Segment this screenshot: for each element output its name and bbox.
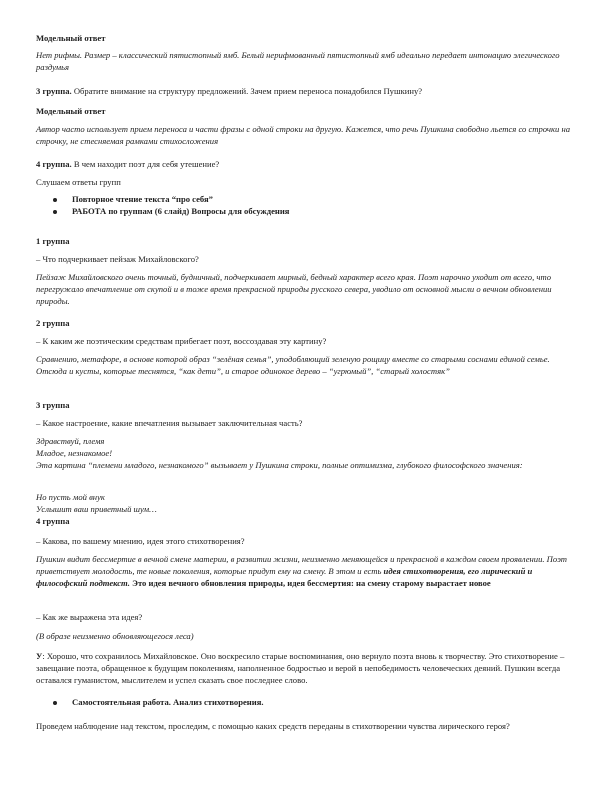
model-answer-heading: Модельный ответ <box>36 33 106 43</box>
list-item: Самостоятельная работа. Анализ стихотворения. <box>36 697 576 709</box>
group3-question-text: Обратите внимание на структуру предложений. Зачем прием переноса понадобился Пушкину? <box>71 86 423 96</box>
task-list <box>36 697 576 709</box>
bullet-icon <box>53 701 57 705</box>
listen-instruction: Слушаем ответы групп <box>36 177 121 187</box>
poem-quote: Но пусть мой внук Услышит ваш приветный шум… <box>36 492 157 514</box>
group3-answer: Эта картина “племени младого, незнакомого” вызывает у Пушкина строки, полные оптимизма, глубокого философского значения: <box>36 460 523 470</box>
teacher-label: У <box>36 651 43 661</box>
group3-question <box>36 86 576 98</box>
group4-question: – Какова, по вашему мнению, идея этого стихотворения? <box>36 536 245 546</box>
group3-question: – Какое настроение, какие впечатления вызывает заключительная часть? <box>36 418 303 428</box>
poem-quote: Здравствуй, племя Младое, незнакомое! <box>36 436 113 458</box>
group4-label: 4 группа. <box>36 159 72 169</box>
model-answer-text: Автор часто использует прием переноса и части фразы с одной строки на другую. Кажется, что речь Пушкина свободно льется со строчки на строчку, не стесняемая рамками стихосложения <box>36 124 571 146</box>
group3-title: 3 группа <box>36 400 70 410</box>
idea-question: – Как же выражена эта идея? <box>36 612 143 622</box>
model-answer-text: Нет рифмы. Размер – классический пятистопный ямб. Белый нерифмованный пятистопный ямб идеально передает интонацию элегического раздумья <box>36 50 560 72</box>
group1-question: – Что подчеркивает пейзаж Михайловского? <box>36 254 199 264</box>
bullet-icon <box>53 198 57 202</box>
list-item: Повторное чтение текста “про себя” <box>36 194 576 206</box>
teacher-remark: У: Хорошо, что сохранилось Михайловское. Оно воскресило старые воспоминания, оно вернуло поэта вновь к творчеству. Это стихотворение – завещание поэта, обращенное к будущим поколениям, наполненное бодростью и верой в непобедимость человеческих деяний. Пушкин всегда оставался гуманистом, мыслителем и успел сказать свое последнее слово. <box>36 651 565 685</box>
group4-question <box>36 159 576 171</box>
group2-answer: Сравнению, метафоре, в основе которой образ “зелёная семья”, уподобляющий зеленую рощицу вместе со старыми соснами единой семье. Отсюда и кусты, которые теснятся, “как дети”, и старое одинокое дерево – “угрюмый”, “старый холостяк” <box>36 354 550 376</box>
model-answer-heading: Модельный ответ <box>36 106 106 116</box>
idea-answer: (В образе неизменно обновляющегося леса) <box>36 631 194 641</box>
bullet-icon <box>53 210 57 214</box>
activity-list <box>36 194 576 218</box>
group4-question-text: В чем находит поэт для себя утешение? <box>71 159 220 169</box>
group1-answer: Пейзаж Михайловского очень точный, будничный, подчеркивает мирный, бедный характер всего края. Поэт нарочно уходит от всего, что перегружало впечатление от скупой и в тоже время прекрасной природы русского севера, уводило от основной мысли о вечном обновлении природы. <box>36 272 552 306</box>
list-item: РАБОТА по группам (6 слайд) Вопросы для обсуждения <box>36 206 576 218</box>
group3-label: 3 группа. <box>36 86 72 96</box>
group2-title: 2 группа <box>36 318 70 328</box>
group4-title: 4 группа <box>36 516 70 526</box>
group1-title: 1 группа <box>36 236 70 246</box>
group2-question: – К каким же поэтическим средствам прибегает поэт, воссоздавая эту картину? <box>36 336 327 346</box>
group4-answer: Пушкин видит бессмертие в вечной смене материи, в развитии жизни, неизменно меняющейся и прекрасной в каждом своем проявлении. Поэт приветствует молодость, те новые поколения, которые придут ему на смену. В этом и есть идея стихотворения, его лирический и философский подтекст. Это идея вечного обновления природы, идея бессмертия: на смену старому вырастает новое <box>36 554 567 588</box>
final-instruction: Проведем наблюдение над текстом, проследим, с помощью каких средств переданы в стихотворении чувства лирического героя? <box>36 721 510 731</box>
